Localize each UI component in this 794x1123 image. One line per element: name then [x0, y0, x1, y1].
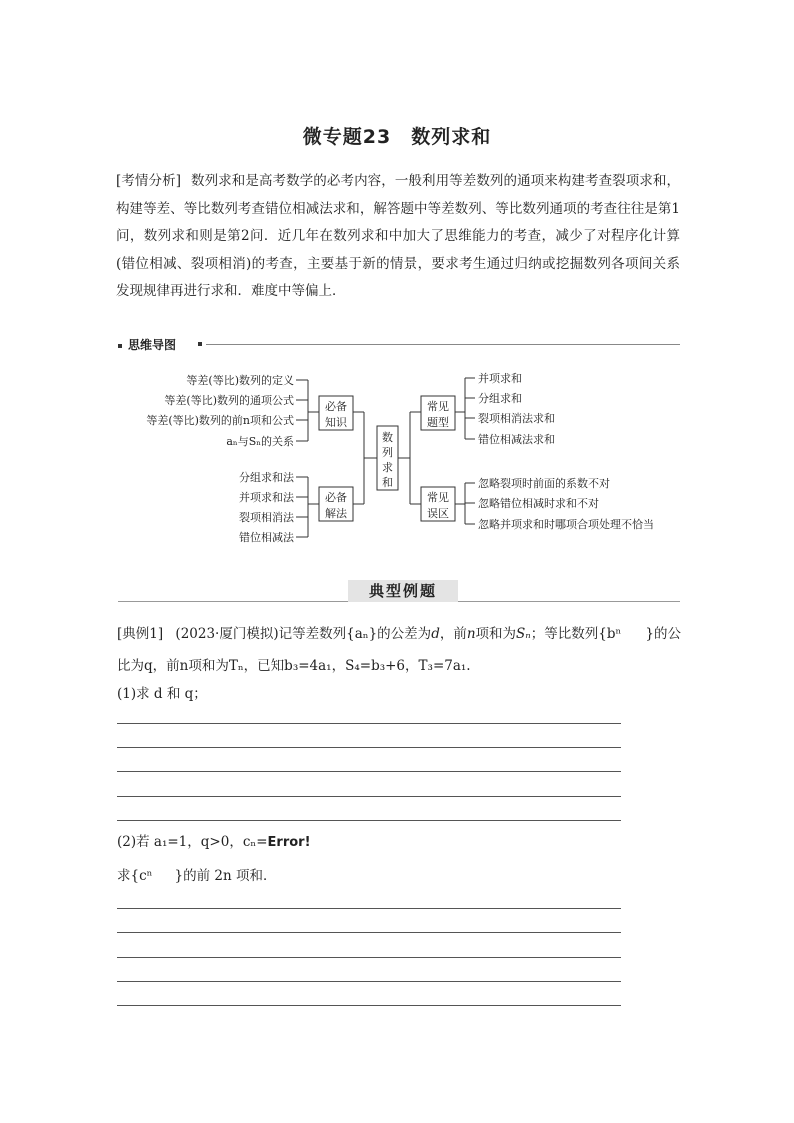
type-item: 错位相减法求和: [478, 433, 555, 446]
method-item: 裂项相消法: [239, 511, 294, 524]
branch-types-label: 题型: [427, 416, 449, 429]
branch-errors-label: 误区: [427, 507, 449, 520]
answer-line[interactable]: [117, 723, 621, 724]
center-node-label: 求: [382, 461, 393, 474]
branch-knowledge-label: 必备: [325, 400, 347, 413]
mindmap-heading: [118, 336, 680, 352]
example-heading: [118, 580, 680, 604]
method-item: 分组求和法: [239, 471, 294, 484]
type-item: 并项求和: [478, 372, 522, 385]
example-line-2: 比为q，前n项和为Tₙ，已知b₃=4a₁，S₄=b₃+6，T₃=7a₁.: [117, 658, 471, 674]
branch-methods-label: 解法: [325, 507, 347, 520]
answer-line[interactable]: [117, 932, 621, 933]
analysis-paragraph: [116, 168, 680, 306]
error-item: 忽略并项求和时哪项合项处理不恰当: [478, 518, 654, 531]
example-text: }的公: [645, 626, 681, 642]
knowledge-item: 等差(等比)数列的通项公式: [164, 394, 294, 407]
error-item: 忽略错位相减时求和不对: [478, 497, 599, 510]
knowledge-item: 等差(等比)数列的定义: [186, 374, 294, 387]
example-source: (2023·厦门模拟): [175, 626, 279, 642]
square-bullet-icon: [118, 344, 122, 348]
answer-line[interactable]: [117, 957, 621, 958]
example-text: ，前: [439, 626, 467, 642]
example-label: [典例1]: [117, 626, 164, 642]
var-n: n: [466, 626, 476, 642]
square-bullet-icon: [198, 342, 202, 346]
knowledge-item: 等差(等比)数列的前n项和公式: [146, 414, 294, 427]
answer-line[interactable]: [117, 796, 621, 797]
center-node-label: 列: [382, 446, 393, 459]
type-item: 裂项相消法求和: [478, 412, 555, 425]
answer-line[interactable]: [117, 820, 621, 821]
answer-line[interactable]: [117, 747, 621, 748]
center-node-label: 数: [382, 431, 393, 444]
page-title: 微专题23 数列求和: [302, 126, 492, 148]
branch-knowledge-label: 知识: [325, 416, 347, 429]
mindmap-diagram: [116, 360, 686, 560]
analysis-text: 数列求和是高考数学的必考内容，一般利用等差数列的通项来构建考查裂项求和，构建等差、等比数列考查错位相减法求和，解答题中等差数列、等比数列通项的考查往往是第1问，数列求和则是第2问．近几年在数列求和中加大了思维能力的考查，减少了对程序化计算(错位相减、裂项相消)的考查，主要基于新的情景，要求考生通过归纳或挖掘数列各项间关系发现规律再进行求和．难度中等偏上．: [116, 173, 680, 299]
mindmap-heading-label: 思维导图: [128, 338, 177, 352]
type-item: 分组求和: [478, 392, 522, 405]
part2-text: 求{cⁿ: [117, 868, 153, 884]
branch-methods-label: 必备: [325, 491, 347, 504]
question-part-2-line-2: [117, 866, 687, 886]
var-d: d: [431, 626, 440, 642]
example-text: 项和为: [475, 626, 517, 642]
var-sn: Sₙ: [516, 626, 531, 642]
branch-errors-label: 常见: [427, 491, 449, 504]
question-part-2: [117, 832, 687, 853]
branch-types-label: 常见: [427, 400, 449, 413]
example-heading-label: 典型例题: [348, 580, 458, 602]
part2-text: }的前 2n 项和．: [174, 868, 277, 884]
method-item: 错位相减法: [239, 531, 294, 544]
answer-line[interactable]: [117, 1005, 621, 1006]
answer-line[interactable]: [117, 771, 621, 772]
heading-rule: [206, 344, 680, 345]
question-part-1: (1)求 d 和 q；: [117, 686, 207, 702]
error-item: 忽略裂项时前面的系数不对: [478, 477, 610, 490]
example-text: 记等差数列{aₙ}的公差为: [278, 626, 432, 642]
answer-line[interactable]: [117, 981, 621, 982]
center-node-label: 和: [382, 476, 393, 489]
analysis-label: [考情分析]: [116, 173, 181, 189]
error-text: Error!: [267, 835, 311, 850]
method-item: 并项求和法: [239, 491, 294, 504]
example-text: ；等比数列{bⁿ: [530, 626, 622, 642]
example-line-1: [117, 624, 687, 644]
answer-line[interactable]: [117, 908, 621, 909]
knowledge-item: aₙ与Sₙ的关系: [226, 435, 294, 448]
part2-text: (2)若 a₁=1，q>0，cₙ=: [117, 834, 268, 850]
